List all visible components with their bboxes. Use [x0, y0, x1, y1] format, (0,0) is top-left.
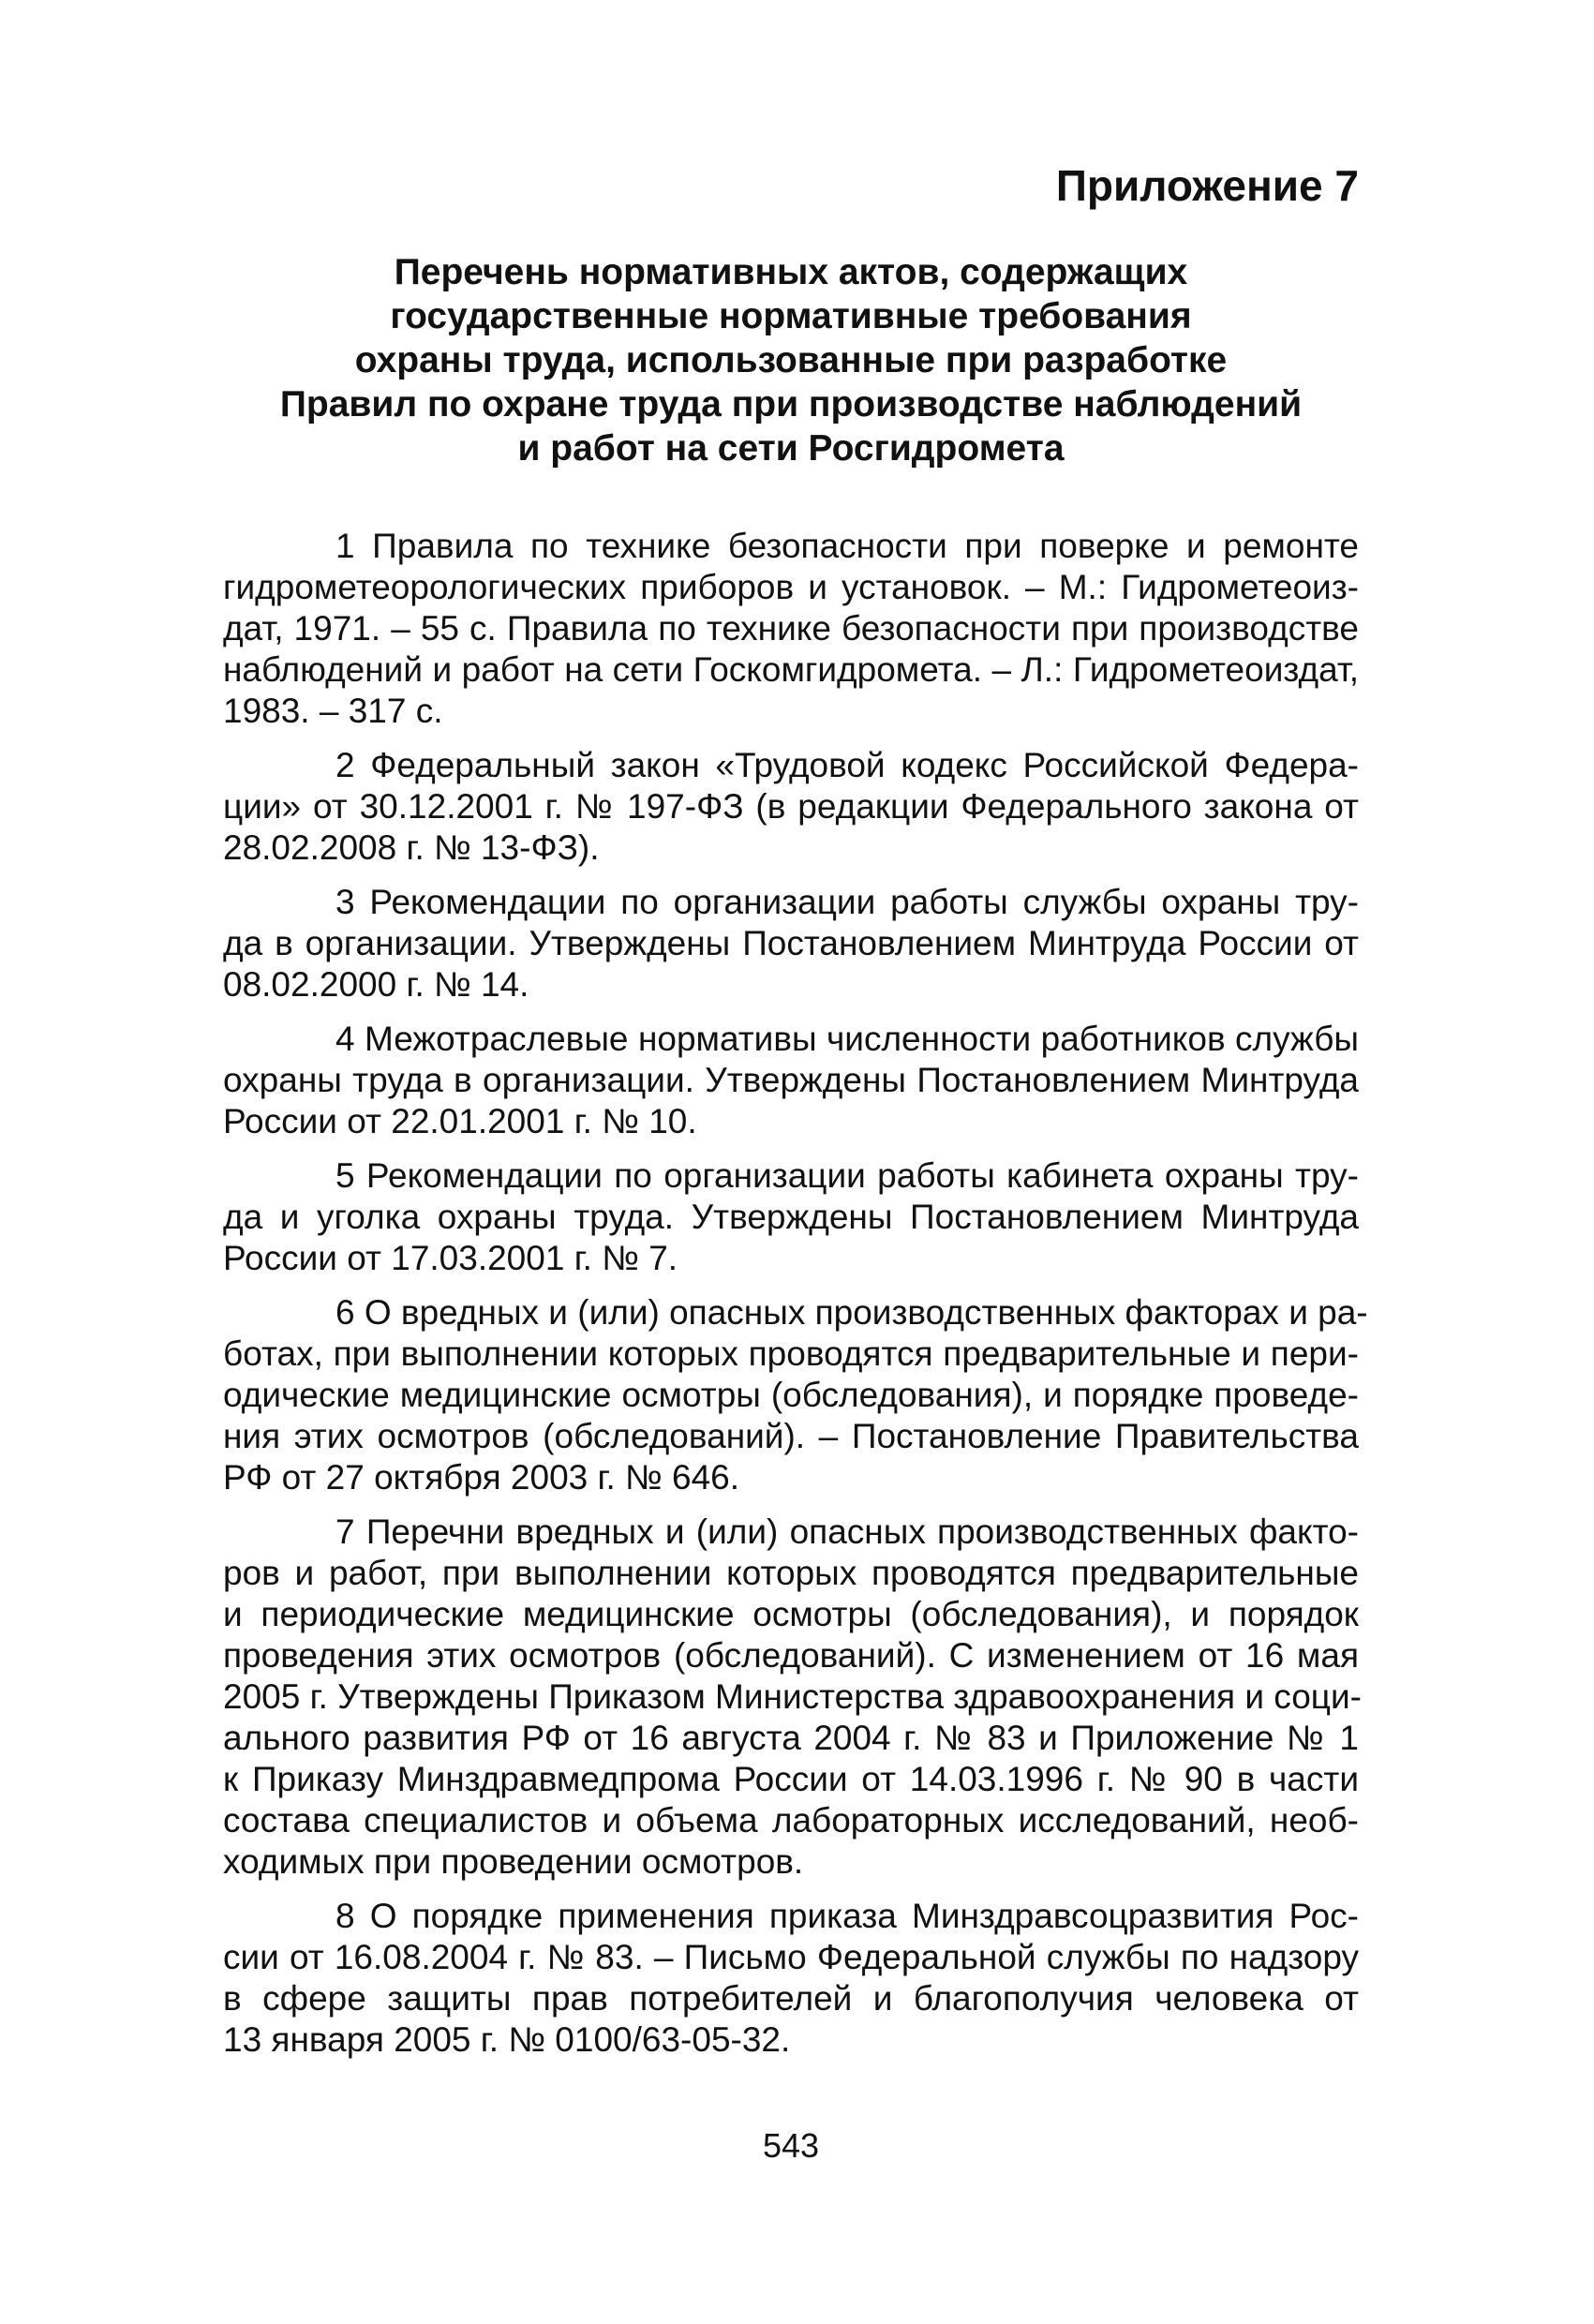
- title-line: Правил по охране труда при производстве наблюдений: [279, 384, 1303, 425]
- list-item: [223, 882, 1359, 1006]
- list-item: [223, 745, 1359, 869]
- text-line: сии от 16.08.2004 г. № 83. – Письмо Федеральной службы по надзору: [223, 1938, 1359, 1976]
- text-line: ции» от 30.12.2001 г. № 197-ФЗ (в редакции Федерального закона от: [223, 787, 1359, 826]
- text-line: состава специалистов и объема лабораторных исследований, необ-: [223, 1801, 1359, 1840]
- list-item: [223, 526, 1359, 732]
- list-item: [223, 1155, 1359, 1279]
- text-line: и периодические медицинские осмотры (обследования), и порядок: [223, 1595, 1359, 1633]
- text-line: 1 Правила по технике безопасности при поверке и ремонте: [335, 527, 1359, 565]
- list-item: [223, 1292, 1368, 1498]
- text-line: 13 января 2005 г. № 0100/63-05-32.: [223, 2020, 791, 2059]
- text-line: ния этих осмотров (обследований). – Постановление Правительства: [223, 1417, 1359, 1455]
- text-line: да в организации. Утверждены Постановлением Минтруда России от: [223, 924, 1359, 962]
- text-line: дат, 1971. – 55 с. Правила по технике безопасности при производстве: [223, 609, 1359, 648]
- text-line: РФ от 27 октября 2003 г. № 646.: [223, 1458, 740, 1497]
- text-line: ального развития РФ от 16 августа 2004 г. № 83 и Приложение № 1: [223, 1719, 1359, 1757]
- list-item: [223, 1896, 1359, 2061]
- text-line: к Приказу Минздравмедпрома России от 14.03.1996 г. № 90 в части: [223, 1760, 1359, 1798]
- list-item: [223, 1512, 1362, 1883]
- title-line: государственные нормативные требования: [390, 296, 1192, 336]
- text-line: 28.02.2008 г. № 13-ФЗ).: [223, 828, 600, 867]
- text-line: 6 О вредных и (или) опасных производственных факторах и ра-: [335, 1293, 1368, 1332]
- text-line: в сфере защиты прав потребителей и благополучия человека от: [223, 1979, 1359, 2018]
- text-line: ров и работ, при выполнении которых проводятся предварительные: [223, 1554, 1359, 1592]
- title-line: охраны труда, использованные при разработке: [354, 340, 1228, 380]
- text-line: 7 Перечни вредных и (или) опасных производственных факто-: [335, 1512, 1359, 1551]
- text-line: России от 17.03.2001 г. № 7.: [223, 1239, 678, 1277]
- text-line: 1983. – 317 с.: [223, 692, 443, 730]
- list-item: [223, 1019, 1359, 1142]
- page-number: 543: [762, 2126, 820, 2165]
- text-line: 4 Межотраслевые нормативы численности работников службы: [335, 1020, 1359, 1058]
- text-line: 08.02.2000 г. № 14.: [223, 965, 529, 1004]
- document-title: [223, 250, 1359, 470]
- text-line: ходимых при проведении осмотров.: [223, 1842, 804, 1881]
- text-line: 2005 г. Утверждены Приказом Министерства здравоохранения и соци-: [223, 1677, 1362, 1716]
- regulation-list: [223, 526, 1368, 2074]
- text-line: 5 Рекомендации по организации работы кабинета охраны тру-: [335, 1156, 1359, 1195]
- title-line: и работ на сети Росгидромета: [517, 428, 1065, 469]
- text-line: 2 Федеральный закон «Трудовой кодекс Российской Федера-: [335, 746, 1359, 784]
- text-line: проведения этих осмотров (обследований). С изменением от 16 мая: [223, 1636, 1359, 1675]
- text-line: 3 Рекомендации по организации работы службы охраны тру-: [335, 883, 1359, 921]
- text-line: России от 22.01.2001 г. № 10.: [223, 1102, 697, 1140]
- text-line: гидрометеорологических приборов и установок. – М.: Гидрометеоиз-: [223, 568, 1359, 606]
- text-line: 8 О порядке применения приказа Минздравсоцразвития Рос-: [335, 1897, 1359, 1935]
- text-line: ботах, при выполнении которых проводятся предварительные и пери-: [223, 1334, 1359, 1373]
- text-line: одические медицинские осмотры (обследования), и порядке проведе-: [223, 1376, 1359, 1414]
- text-line: наблюдений и работ на сети Госкомгидромета. – Л.: Гидрометеоиздат,: [223, 650, 1359, 689]
- title-line: Перечень нормативных актов, содержащих: [394, 252, 1188, 292]
- text-line: да и уголка охраны труда. Утверждены Постановлением Минтруда: [223, 1198, 1359, 1236]
- text-line: охраны труда в организации. Утверждены Постановлением Минтруда: [223, 1061, 1359, 1099]
- appendix-label: Приложение 7: [1055, 161, 1359, 210]
